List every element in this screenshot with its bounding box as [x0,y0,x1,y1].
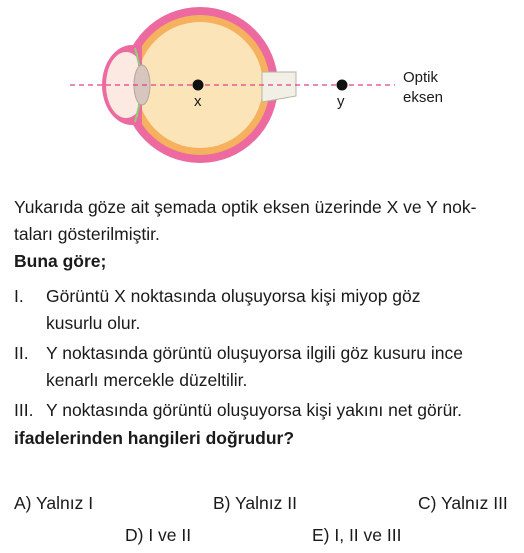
optic-axis-label-line2: eksen [403,89,444,106]
stem-lead: Buna göre; [14,251,107,271]
stem-line-2: taları gösterilmiştir. [14,224,160,244]
stem-line-1: Yukarıda göze ait şemada optik eksen üzerinde X ve Y nok- [14,197,477,217]
point-x [193,80,204,91]
point-y [337,80,348,91]
option-e[interactable]: E) I, II ve III [312,525,402,545]
point-y-label: y [337,93,345,110]
question-stem [14,194,514,275]
optic-axis-label-line1: Optik [403,69,439,86]
option-a[interactable]: A) Yalnız I [14,493,94,513]
statement-1-number: I. [14,286,24,306]
statement-2-line-2: kenarlı mercekle düzeltilir. [46,370,248,390]
statement-3-line-1: Y noktasında görüntü oluşuyorsa kişi yakını net görür. [46,400,463,420]
question-prompt: ifadelerinden hangileri doğrudur? [14,428,295,448]
option-b[interactable]: B) Yalnız II [213,493,297,513]
eye-diagram [0,0,524,180]
option-d[interactable]: D) I ve II [125,525,192,545]
option-c[interactable]: C) Yalnız III [418,493,508,513]
statement-1-line-2: kusurlu olur. [46,313,141,333]
point-x-label: x [194,93,202,110]
statement-2-number: II. [14,343,29,363]
optic-nerve [262,72,296,102]
statement-3-number: III. [14,400,34,420]
statement-2-line-1: Y noktasında görüntü oluşuyorsa ilgili göz kusuru ince [46,343,464,363]
statement-1-line-1: Görüntü X noktasında oluşuyorsa kişi miyop göz [46,286,421,306]
